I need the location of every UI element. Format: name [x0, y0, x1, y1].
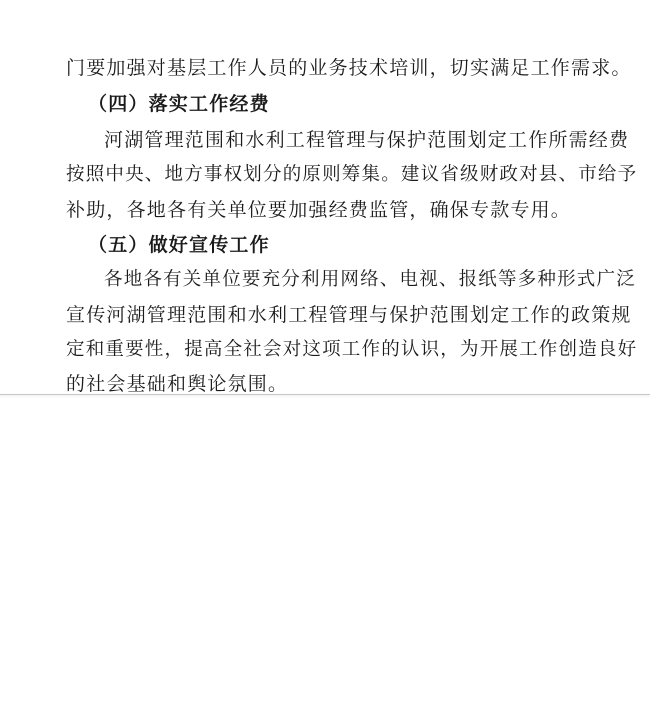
blank-page-area [0, 398, 650, 720]
paragraph-line-publicity-2: 宣传河湖管理范围和水利工程管理与保护范围划定工作的政策规 [66, 304, 632, 326]
paragraph-line-publicity-4: 的社会基础和舆论氛围。 [66, 373, 289, 395]
paragraph-line-publicity-3: 定和重要性，提高全社会对这项工作的认识，为开展工作创造良好 [66, 339, 638, 360]
section-heading-publicity: （五）做好宣传工作 [88, 234, 270, 256]
paragraph-line-funding-2: 按照中央、地方事权划分的原则筹集。建议省级财政对县、市给予 [66, 164, 638, 185]
paragraph-line-training-end: 门要加强对基层工作人员的业务技术培训，切实满足工作需求。 [66, 57, 632, 79]
section-heading-funding: （四）落实工作经费 [88, 93, 270, 115]
paragraph-line-funding-3: 补助，各地各有关单位要加强经费监管，确保专款专用。 [66, 199, 572, 221]
page-separator [0, 394, 650, 395]
paragraph-line-publicity-1: 各地各有关单位要充分利用网络、电视、报纸等多种形式广泛 [104, 269, 636, 290]
paragraph-line-funding-1: 河湖管理范围和水利工程管理与保护范围划定工作所需经费 [104, 129, 630, 151]
